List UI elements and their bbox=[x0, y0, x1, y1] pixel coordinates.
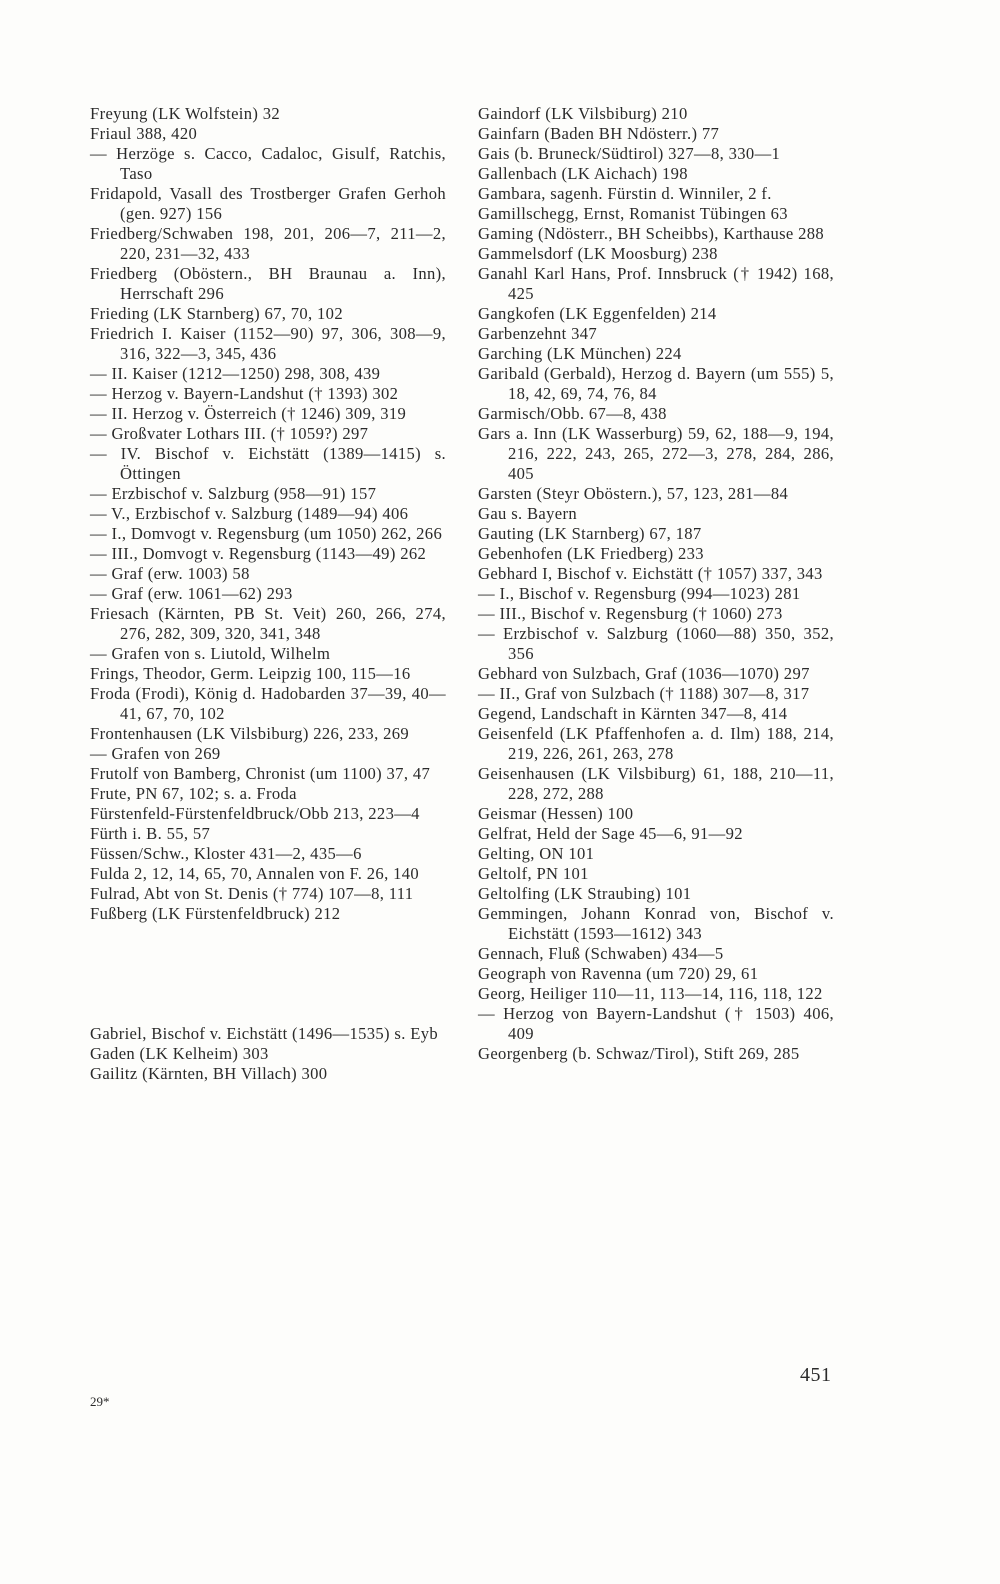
index-entry: Garmisch/Obb. 67—8, 438 bbox=[478, 404, 667, 423]
index-entry: Frutolf von Bamberg, Chronist (um 1100) 37, 47 bbox=[90, 764, 431, 783]
right-entries-g bbox=[478, 104, 834, 1064]
index-entry: Fulda 2, 12, 14, 65, 70, Annalen von F. 26, 140 bbox=[90, 864, 420, 883]
index-entry: Gebenhofen (LK Friedberg) 233 bbox=[478, 544, 704, 563]
index-entry: — V., Erzbischof v. Salzburg (1489—94) 406 bbox=[90, 504, 409, 523]
index-entry: — Herzöge s. Cacco, Cadaloc, Gisulf, Ratchis, Taso bbox=[90, 144, 446, 183]
index-entry: Gaden (LK Kelheim) 303 bbox=[90, 1044, 269, 1063]
index-entry: Geltolfing (LK Straubing) 101 bbox=[478, 884, 692, 903]
index-entry: Friedrich I. Kaiser (1152—90) 97, 306, 308—9, 316, 322—3, 345, 436 bbox=[90, 324, 446, 363]
index-entry: Friaul 388, 420 bbox=[90, 124, 198, 143]
index-entry: Gaindorf (LK Vilsbiburg) 210 bbox=[478, 104, 688, 123]
right-column bbox=[478, 104, 834, 1064]
index-entry: Frieding (LK Starnberg) 67, 70, 102 bbox=[90, 304, 343, 323]
index-entry: Gammelsdorf (LK Moosburg) 238 bbox=[478, 244, 718, 263]
index-entry: Friedberg/Schwaben 198, 201, 206—7, 211—2, 220, 231—32, 433 bbox=[90, 224, 446, 263]
page-number: 451 bbox=[800, 1364, 832, 1386]
index-entry: Gelfrat, Held der Sage 45—6, 91—92 bbox=[478, 824, 743, 843]
index-entry: Gallenbach (LK Aichach) 198 bbox=[478, 164, 688, 183]
index-entry: — I., Domvogt v. Regensburg (um 1050) 262, 266 bbox=[90, 524, 443, 543]
index-entry: Füssen/Schw., Kloster 431—2, 435—6 bbox=[90, 844, 362, 863]
index-entry: — Erzbischof v. Salzburg (1060—88) 350, 352, 356 bbox=[478, 624, 834, 663]
index-entry: Geisenfeld (LK Pfaffenhofen a. d. Ilm) 188, 214, 219, 226, 261, 263, 278 bbox=[478, 724, 834, 763]
index-entry: Freyung (LK Wolfstein) 32 bbox=[90, 104, 281, 123]
index-entry: Gennach, Fluß (Schwaben) 434—5 bbox=[478, 944, 724, 963]
index-entry: Frute, PN 67, 102; s. a. Froda bbox=[90, 784, 297, 803]
index-entry: Froda (Frodi), König d. Hadobarden 37—39, 40—41, 67, 70, 102 bbox=[90, 684, 446, 723]
index-entry: Geisenhausen (LK Vilsbiburg) 61, 188, 210—11, 228, 272, 288 bbox=[478, 764, 834, 803]
index-entry: Gelting, ON 101 bbox=[478, 844, 595, 863]
index-entry: Frings, Theodor, Germ. Leipzig 100, 115—16 bbox=[90, 664, 411, 683]
index-entry: Garibald (Gerbald), Herzog d. Bayern (um 555) 5, 18, 42, 69, 74, 76, 84 bbox=[478, 364, 834, 403]
index-entry: Gau s. Bayern bbox=[478, 504, 578, 523]
left-entries-g bbox=[90, 1024, 446, 1084]
left-entries-f bbox=[90, 104, 446, 924]
index-entry: — II., Graf von Sulzbach († 1188) 307—8, 317 bbox=[478, 684, 810, 703]
index-entry: Gauting (LK Starnberg) 67, 187 bbox=[478, 524, 702, 543]
index-entry: — Herzog v. Bayern-Landshut († 1393) 302 bbox=[90, 384, 399, 403]
index-entry: Gebhard von Sulzbach, Graf (1036—1070) 297 bbox=[478, 664, 810, 683]
index-entry: Gemmingen, Johann Konrad von, Bischof v. Eichstätt (1593—1612) 343 bbox=[478, 904, 834, 943]
index-entry: — II. Kaiser (1212—1250) 298, 308, 439 bbox=[90, 364, 381, 383]
index-entry: Fridapold, Vasall des Trostberger Grafen Gerhoh (gen. 927) 156 bbox=[90, 184, 446, 223]
index-entry: Geismar (Hessen) 100 bbox=[478, 804, 634, 823]
index-entry: — Graf (erw. 1003) 58 bbox=[90, 564, 250, 583]
printer-signature: 29* bbox=[90, 1394, 110, 1409]
index-entry: Ganahl Karl Hans, Prof. Innsbruck († 1942) 168, 425 bbox=[478, 264, 834, 303]
index-entry: Gambara, sagenh. Fürstin d. Winniler, 2 f. bbox=[478, 184, 772, 203]
index-entry: Fürstenfeld-Fürstenfeldbruck/Obb 213, 223—4 bbox=[90, 804, 420, 823]
index-entry: Frontenhausen (LK Vilsbiburg) 226, 233, 269 bbox=[90, 724, 410, 743]
index-entry: Gangkofen (LK Eggenfelden) 214 bbox=[478, 304, 717, 323]
index-entry: Friesach (Kärnten, PB St. Veit) 260, 266, 274, 276, 282, 309, 320, 341, 348 bbox=[90, 604, 446, 643]
index-entry: — III., Domvogt v. Regensburg (1143—49) 262 bbox=[90, 544, 427, 563]
index-entry: Gailitz (Kärnten, BH Villach) 300 bbox=[90, 1064, 328, 1083]
index-entry: Garbenzehnt 347 bbox=[478, 324, 598, 343]
index-entry: Gebhard I, Bischof v. Eichstätt († 1057) 337, 343 bbox=[478, 564, 823, 583]
index-entry: Fulrad, Abt von St. Denis († 774) 107—8, 111 bbox=[90, 884, 414, 903]
index-entry: Fürth i. B. 55, 57 bbox=[90, 824, 211, 843]
index-entry: — Großvater Lothars III. († 1059?) 297 bbox=[90, 424, 369, 443]
index-entry: — Grafen von s. Liutold, Wilhelm bbox=[90, 644, 331, 663]
index-entry: Garching (LK München) 224 bbox=[478, 344, 682, 363]
block-gap bbox=[90, 924, 446, 1024]
index-entry: Georgenberg (b. Schwaz/Tirol), Stift 269, 285 bbox=[478, 1044, 800, 1063]
index-entry: — I., Bischof v. Regensburg (994—1023) 281 bbox=[478, 584, 801, 603]
index-entry: Georg, Heiliger 110—11, 113—14, 116, 118, 122 bbox=[478, 984, 823, 1003]
index-entry: — II. Herzog v. Österreich († 1246) 309, 319 bbox=[90, 404, 407, 423]
index-entry: — III., Bischof v. Regensburg († 1060) 273 bbox=[478, 604, 783, 623]
index-entry: Gais (b. Bruneck/Südtirol) 327—8, 330—1 bbox=[478, 144, 781, 163]
index-entry: Geltolf, PN 101 bbox=[478, 864, 589, 883]
index-entry: Fußberg (LK Fürstenfeldbruck) 212 bbox=[90, 904, 341, 923]
index-entry: Gars a. Inn (LK Wasserburg) 59, 62, 188—9, 194, 216, 222, 243, 265, 272—3, 278, 284, 286, 405 bbox=[478, 424, 834, 483]
left-column bbox=[90, 104, 446, 1084]
index-entry: Garsten (Steyr Oböstern.), 57, 123, 281—84 bbox=[478, 484, 789, 503]
index-entry: Gaming (Ndösterr., BH Scheibbs), Karthause 288 bbox=[478, 224, 825, 243]
index-entry: Gainfarn (Baden BH Ndösterr.) 77 bbox=[478, 124, 720, 143]
index-entry: Friedberg (Oböstern., BH Braunau a. Inn), Herrschaft 296 bbox=[90, 264, 446, 303]
index-entry: Gabriel, Bischof v. Eichstätt (1496—1535) s. Eyb bbox=[90, 1024, 439, 1043]
index-entry: — IV. Bischof v. Eichstätt (1389—1415) s. Öttingen bbox=[90, 444, 446, 483]
index-entry: — Herzog von Bayern-Landshut († 1503) 406, 409 bbox=[478, 1004, 834, 1043]
index-entry: Gamillschegg, Ernst, Romanist Tübingen 63 bbox=[478, 204, 788, 223]
index-entry: — Graf (erw. 1061—62) 293 bbox=[90, 584, 293, 603]
index-entry: Gegend, Landschaft in Kärnten 347—8, 414 bbox=[478, 704, 788, 723]
index-entry: — Grafen von 269 bbox=[90, 744, 221, 763]
index-entry: — Erzbischof v. Salzburg (958—91) 157 bbox=[90, 484, 377, 503]
index-entry: Geograph von Ravenna (um 720) 29, 61 bbox=[478, 964, 759, 983]
